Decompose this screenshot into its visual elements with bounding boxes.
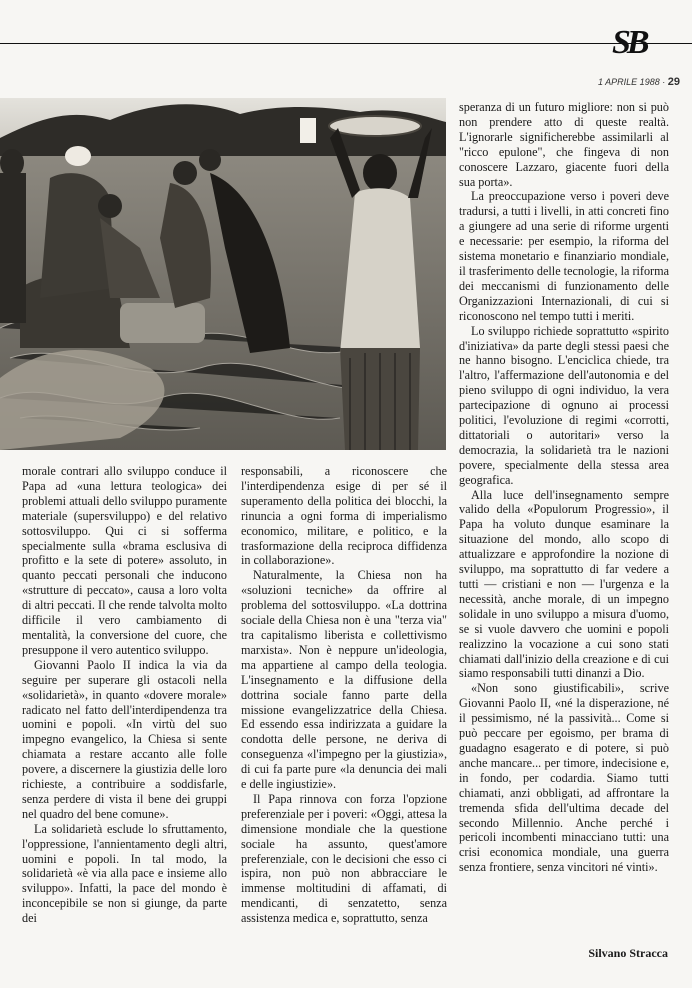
paragraph: speranza di un futuro migliore: non si può non prendere atto di queste realtà. L'ignorarle significherebbe assimilarli al "ricco epulone", che fingeva di non conoscere Lazzaro, giacente fuori della sua porta». [459, 100, 669, 189]
page-number: 29 [667, 76, 680, 88]
column-1 [22, 464, 227, 926]
logo-text: SB [612, 24, 646, 61]
header-rule [0, 43, 692, 44]
paragraph: Il Papa rinnova con forza l'opzione preferenziale per i poveri: «Oggi, attesa la dimensione mondiale che la questione sociale ha assunto, quest'amore preferenziale, con le decisioni che esso ci ispira, non può non abbracciare le immense moltitudini di affamati, di mendicanti, di senzatetto, senza assistenza medica e, soprattutto, senza [241, 791, 447, 926]
photo-women-harvest-icon [0, 98, 446, 450]
column-2 [241, 464, 447, 926]
paragraph: Giovanni Paolo II indica la via da seguire per superare gli ostacoli nella «solidarietà», in quanto «dovere morale» radicato nel fatto dell'interdipendenza tra uomini e popoli. «In virtù del suo impegno evangelico, la Chiesa si sente chiamata a restare accanto alle folle povere, a discernere la giustizia delle loro richieste, a contribuire a soddisfarle, senza perdere di vista il bene dei gruppi nel quadro del bene comune». [22, 657, 227, 821]
paragraph: La solidarietà esclude lo sfruttamento, l'oppressione, l'annientamento degli altri, uomini e popoli. In tal modo, la solidarietà «è via alla pace e insieme allo sviluppo». Infatti, la pace del mondo è inconcepibile se non si giunge, da parte dei [22, 821, 227, 926]
column-3 [459, 100, 669, 875]
paragraph: Alla luce dell'insegnamento sempre valido della «Populorum Progressio», il Papa ha voluto dunque esaminare la situazione del mondo, allo scopo di attualizzare e approfondire la nozione di sviluppo, ma soprattutto di far vedere a tutti — cristiani e non — l'urgenza e la necessità, anche morale, di un impegno solidale in uno sviluppo a misura d'uomo, se si vuole davvero che uomini e popoli realizzino la vocazione a cui sono stati chiamati dall'inizio della creazione e di cui siamo responsabili tutti dinanzi a Dio. [459, 487, 669, 681]
paragraph: responsabili, a riconoscere che l'interdipendenza esige di per sé il superamento della politica dei blocchi, la rinuncia a ogni forma di imperialismo economico, militare, e politico, e la trasformazione della reciproca diffidenza in collaborazione». [241, 464, 447, 568]
magazine-logo [612, 14, 646, 60]
paragraph: Naturalmente, la Chiesa non ha «soluzioni tecniche» da offrire al problema del sottosviluppo. «La dottrina sociale della Chiesa non è una "terza via" tra capitalismo liberista e collettivismo marxista». Non è neppure un'ideologia, ma appartiene al campo della teologia. L'insegnamento e la diffusione della dottrina sociale fanno parte della missione evangelizzatrice della Chiesa. Ed essendo essa indirizzata a guidare la condotta delle persone, ne deriva di conseguenza «l'impegno per la giustizia», di cui fa parte pure «la denuncia dei mali e delle ingiustizie». [241, 568, 447, 792]
paragraph: morale contrari allo sviluppo conduce il Papa ad «una lettura teologica» dei problemi attuali dello sviluppo puramente materiale (supersviluppo) e del relativo sottosviluppo. Qui ci si sofferma specialmente sulla «brama esclusiva di profitto e la sete di potere» assoluto, in quanto peccati personali che inducono «strutture di peccato», causa a loro volta di altri peccati. Il che rende talvolta molto difficile il vero cambiamento di mentalità, la conversione del cuore, che presuppone il vero autentico sviluppo. [22, 464, 227, 657]
paragraph: La preoccupazione verso i poveri deve tradursi, a tutti i livelli, in atti concreti fino a giungere ad una serie di riforme urgenti e necessarie: per esempio, la riforma del sistema monetario e finanziario mondiale, il trasferimento delle tecnologie, la riforma dei meccanismi di funzionamento delle Organizzazioni Internazionali, di cui si riconoscono nel tempo tutti i meriti. [459, 189, 669, 323]
paragraph: «Non sono giustificabili», scrive Giovanni Paolo II, «né la disperazione, né il pessimismo, né la passività... Come si può peccare per egoismo, per brama di guadagno esagerato e di potere, si può anche mancare... per timore, indecisione e, in fondo, per codardia. Siamo tutti chiamati, anzi obbligati, ad affrontare la tremenda sfida dell'ultima decade del secondo Millennio. Anche perché i pericoli incombenti minacciano tutti: una crisi economica mondiale, una guerra senza frontiere, senza vincitori né vinti». [459, 681, 669, 875]
author-signature: Silvano Stracca [588, 946, 668, 960]
date-separator: · [662, 77, 666, 87]
dateline [560, 76, 680, 88]
paragraph: Lo sviluppo richiede soprattutto «spirito d'iniziativa» da parte degli stessi paesi che ne hanno bisogno. L'enciclica chiede, tra l'altro, l'affermazione dell'autonomia e del pieno sviluppo di ogni individuo, la vera partecipazione di ognuno ai processi politici, l'evoluzione di regimi «corrotti, dittatoriali o autoritari» verso la democrazia, la solidarietà tra le nazioni povere, specialmente della stessa area geografica. [459, 323, 669, 487]
issue-date: 1 APRILE 1988 [598, 77, 660, 87]
article-photo [0, 98, 446, 450]
